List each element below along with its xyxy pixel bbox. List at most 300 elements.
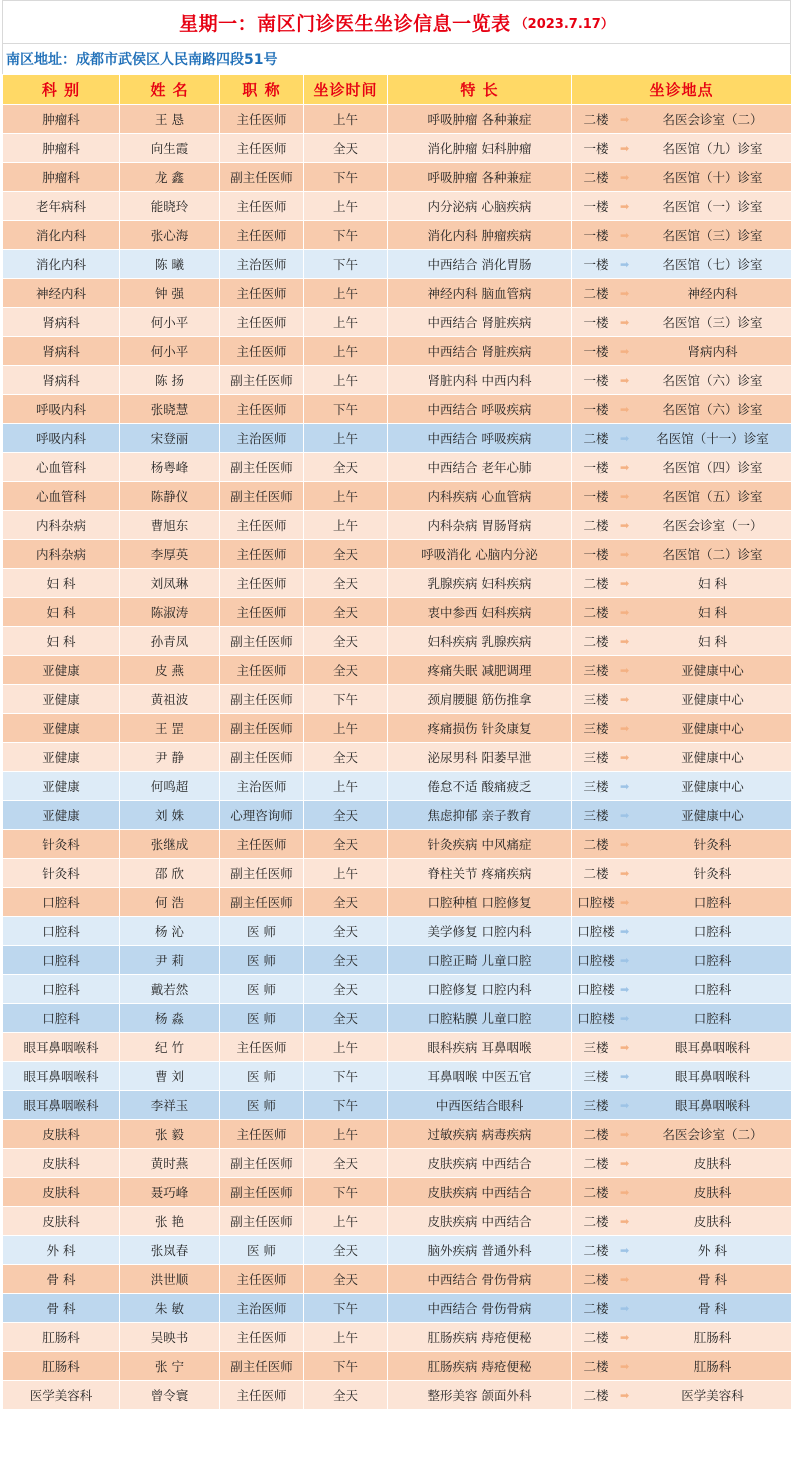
- location-wrapper: [572, 1294, 791, 1322]
- title-cell: 主任医师: [220, 1381, 304, 1410]
- address-line: 南区地址：成都市武侯区人民南路四段51号: [2, 44, 791, 74]
- name-cell: 何小平: [120, 337, 220, 366]
- floor-label: 二楼: [583, 1388, 609, 1403]
- room-label: 亚健康中心: [681, 750, 744, 765]
- time-cell: 下午: [304, 250, 388, 279]
- specialty-cell: 内科杂病 胃肠肾病: [388, 511, 572, 540]
- title-cell: 主任医师: [220, 1265, 304, 1294]
- room-label: 口腔科: [693, 953, 732, 968]
- location-cell: [572, 221, 792, 250]
- specialty-cell: 消化肿瘤 妇科肿瘤: [388, 134, 572, 163]
- dept-cell: 眼耳鼻咽喉科: [3, 1091, 120, 1120]
- dept-cell: 肾病科: [3, 308, 120, 337]
- location-wrapper: [572, 1004, 791, 1032]
- specialty-cell: 神经内科 脑血管病: [388, 279, 572, 308]
- specialty-cell: 脑外疾病 普通外科: [388, 1236, 572, 1265]
- location-wrapper: [572, 337, 791, 365]
- floor-label: 一楼: [583, 547, 609, 562]
- name-cell: 吴映书: [120, 1323, 220, 1352]
- name-cell: 龙 鑫: [120, 163, 220, 192]
- time-cell: 全天: [304, 540, 388, 569]
- name-cell: 王 罡: [120, 714, 220, 743]
- location-wrapper: [572, 105, 791, 133]
- specialty-cell: 美学修复 口腔内科: [388, 917, 572, 946]
- table-row: [3, 540, 792, 569]
- title-cell: 副主任医师: [220, 1149, 304, 1178]
- location-wrapper: [572, 946, 791, 974]
- title-cell: 主治医师: [220, 424, 304, 453]
- time-cell: 全天: [304, 598, 388, 627]
- dept-cell: 妇 科: [3, 569, 120, 598]
- name-cell: 聂巧峰: [120, 1178, 220, 1207]
- room-label: 外 科: [698, 1243, 727, 1258]
- dept-cell: 针灸科: [3, 830, 120, 859]
- time-cell: 上午: [304, 366, 388, 395]
- location-cell: [572, 511, 792, 540]
- name-cell: 曹旭东: [120, 511, 220, 540]
- name-cell: 张岚春: [120, 1236, 220, 1265]
- name-cell: 张心海: [120, 221, 220, 250]
- location-wrapper: [572, 1323, 791, 1351]
- header-location: 坐诊地点: [572, 75, 792, 105]
- time-cell: 全天: [304, 453, 388, 482]
- dept-cell: 亚健康: [3, 656, 120, 685]
- name-cell: 孙青凤: [120, 627, 220, 656]
- location-cell: [572, 1381, 792, 1410]
- dept-cell: 肛肠科: [3, 1323, 120, 1352]
- location-wrapper: [572, 395, 791, 423]
- arrow-right-icon: ➡: [620, 576, 630, 590]
- floor-label: 二楼: [583, 1272, 609, 1287]
- title-cell: 主任医师: [220, 308, 304, 337]
- arrow-right-icon: ➡: [620, 431, 630, 445]
- time-cell: 全天: [304, 1149, 388, 1178]
- arrow-right-icon: ➡: [620, 924, 630, 938]
- specialty-cell: 过敏疾病 病毒疾病: [388, 1120, 572, 1149]
- title-cell: 副主任医师: [220, 1178, 304, 1207]
- specialty-cell: 中西结合 消化胃肠: [388, 250, 572, 279]
- location-cell: [572, 830, 792, 859]
- location-cell: [572, 540, 792, 569]
- location-cell: [572, 1265, 792, 1294]
- room-label: 皮肤科: [693, 1214, 732, 1229]
- floor-label: 二楼: [583, 576, 609, 591]
- arrow-right-icon: ➡: [620, 663, 630, 677]
- table-row: [3, 482, 792, 511]
- specialty-cell: 口腔修复 口腔内科: [388, 975, 572, 1004]
- arrow-right-icon: ➡: [620, 895, 630, 909]
- room-label: 肾病内科: [687, 344, 738, 359]
- floor-label: 口腔楼: [577, 982, 615, 997]
- table-body: [3, 105, 792, 1410]
- specialty-cell: 肛肠疾病 痔疮便秘: [388, 1323, 572, 1352]
- title-cell: 副主任医师: [220, 743, 304, 772]
- name-cell: 曹 刘: [120, 1062, 220, 1091]
- location-wrapper: [572, 888, 791, 916]
- floor-label: 一楼: [583, 402, 609, 417]
- arrow-right-icon: ➡: [620, 112, 630, 126]
- room-label: 名医馆（一）诊室: [662, 199, 763, 214]
- table-row: [3, 366, 792, 395]
- time-cell: 上午: [304, 1207, 388, 1236]
- specialty-cell: 疼痛损伤 针灸康复: [388, 714, 572, 743]
- dept-cell: 外 科: [3, 1236, 120, 1265]
- room-label: 名医馆（九）诊室: [662, 141, 763, 156]
- dept-cell: 亚健康: [3, 685, 120, 714]
- header-title: 职 称: [220, 75, 304, 105]
- location-cell: [572, 1207, 792, 1236]
- dept-cell: 皮肤科: [3, 1149, 120, 1178]
- table-row: [3, 1178, 792, 1207]
- arrow-right-icon: ➡: [620, 1388, 630, 1402]
- location-wrapper: [572, 511, 791, 539]
- location-cell: [572, 1062, 792, 1091]
- table-row: [3, 337, 792, 366]
- title-cell: 主任医师: [220, 569, 304, 598]
- dept-cell: 口腔科: [3, 975, 120, 1004]
- location-wrapper: [572, 1207, 791, 1235]
- room-label: 名医馆（五）诊室: [662, 489, 763, 504]
- location-wrapper: [572, 250, 791, 278]
- dept-cell: 亚健康: [3, 801, 120, 830]
- specialty-cell: 颈肩腰腿 筋伤推拿: [388, 685, 572, 714]
- floor-label: 二楼: [583, 286, 609, 301]
- name-cell: 李祥玉: [120, 1091, 220, 1120]
- table-row: [3, 192, 792, 221]
- time-cell: 全天: [304, 656, 388, 685]
- page-date: （2023.7.17）: [514, 16, 614, 32]
- arrow-right-icon: ➡: [620, 460, 630, 474]
- table-row: [3, 569, 792, 598]
- location-cell: [572, 598, 792, 627]
- arrow-right-icon: ➡: [620, 141, 630, 155]
- time-cell: 全天: [304, 569, 388, 598]
- room-label: 亚健康中心: [681, 721, 744, 736]
- location-wrapper: [572, 627, 791, 655]
- location-wrapper: [572, 424, 791, 452]
- floor-label: 二楼: [583, 112, 609, 127]
- title-cell: 医 师: [220, 917, 304, 946]
- room-label: 眼耳鼻咽喉科: [674, 1069, 750, 1084]
- specialty-cell: 倦怠不适 酸痛疲乏: [388, 772, 572, 801]
- arrow-right-icon: ➡: [620, 1359, 630, 1373]
- name-cell: 李厚英: [120, 540, 220, 569]
- title-cell: 主任医师: [220, 830, 304, 859]
- title-bar: [2, 0, 791, 44]
- dept-cell: 肾病科: [3, 337, 120, 366]
- arrow-right-icon: ➡: [620, 837, 630, 851]
- arrow-right-icon: ➡: [620, 1214, 630, 1228]
- dept-cell: 神经内科: [3, 279, 120, 308]
- table-row: [3, 830, 792, 859]
- floor-label: 二楼: [583, 170, 609, 185]
- time-cell: 上午: [304, 105, 388, 134]
- floor-label: 一楼: [583, 373, 609, 388]
- time-cell: 全天: [304, 1236, 388, 1265]
- arrow-right-icon: ➡: [620, 721, 630, 735]
- time-cell: 下午: [304, 221, 388, 250]
- location-cell: [572, 105, 792, 134]
- floor-label: 三楼: [583, 1069, 609, 1084]
- dept-cell: 亚健康: [3, 714, 120, 743]
- name-cell: 何小平: [120, 308, 220, 337]
- time-cell: 下午: [304, 1178, 388, 1207]
- name-cell: 宋登丽: [120, 424, 220, 453]
- location-cell: [572, 656, 792, 685]
- dept-cell: 眼耳鼻咽喉科: [3, 1033, 120, 1062]
- dept-cell: 皮肤科: [3, 1120, 120, 1149]
- room-label: 眼耳鼻咽喉科: [674, 1098, 750, 1113]
- specialty-cell: 中西结合 肾脏疾病: [388, 337, 572, 366]
- room-label: 眼耳鼻咽喉科: [674, 1040, 750, 1055]
- title-cell: 主任医师: [220, 598, 304, 627]
- location-cell: [572, 946, 792, 975]
- table-row: [3, 1004, 792, 1033]
- title-cell: 副主任医师: [220, 163, 304, 192]
- location-cell: [572, 917, 792, 946]
- name-cell: 邵 欣: [120, 859, 220, 888]
- arrow-right-icon: ➡: [620, 1069, 630, 1083]
- specialty-cell: 口腔粘膜 儿童口腔: [388, 1004, 572, 1033]
- title-cell: 医 师: [220, 1091, 304, 1120]
- floor-label: 三楼: [583, 779, 609, 794]
- table-row: [3, 714, 792, 743]
- dept-cell: 口腔科: [3, 917, 120, 946]
- floor-label: 二楼: [583, 1330, 609, 1345]
- name-cell: 戴若然: [120, 975, 220, 1004]
- location-wrapper: [572, 1033, 791, 1061]
- location-wrapper: [572, 1178, 791, 1206]
- location-wrapper: [572, 859, 791, 887]
- table-row: [3, 163, 792, 192]
- title-cell: 副主任医师: [220, 1207, 304, 1236]
- specialty-cell: 皮肤疾病 中西结合: [388, 1207, 572, 1236]
- name-cell: 陈淑涛: [120, 598, 220, 627]
- time-cell: 全天: [304, 975, 388, 1004]
- dept-cell: 皮肤科: [3, 1178, 120, 1207]
- location-cell: [572, 1236, 792, 1265]
- floor-label: 一楼: [583, 460, 609, 475]
- table-row: [3, 888, 792, 917]
- specialty-cell: 泌尿男科 阳萎早泄: [388, 743, 572, 772]
- title-cell: 副主任医师: [220, 482, 304, 511]
- dept-cell: 肛肠科: [3, 1352, 120, 1381]
- name-cell: 钟 强: [120, 279, 220, 308]
- title-cell: 主任医师: [220, 134, 304, 163]
- title-cell: 主任医师: [220, 1120, 304, 1149]
- room-label: 名医馆（三）诊室: [662, 315, 763, 330]
- table-row: [3, 453, 792, 482]
- location-wrapper: [572, 714, 791, 742]
- time-cell: 上午: [304, 859, 388, 888]
- arrow-right-icon: ➡: [620, 1301, 630, 1315]
- dept-cell: 肿瘤科: [3, 163, 120, 192]
- name-cell: 尹 静: [120, 743, 220, 772]
- room-label: 皮肤科: [693, 1156, 732, 1171]
- title-cell: 医 师: [220, 1236, 304, 1265]
- location-cell: [572, 685, 792, 714]
- name-cell: 朱 敏: [120, 1294, 220, 1323]
- location-cell: [572, 424, 792, 453]
- location-cell: [572, 975, 792, 1004]
- table-row: [3, 772, 792, 801]
- arrow-right-icon: ➡: [620, 866, 630, 880]
- dept-cell: 口腔科: [3, 1004, 120, 1033]
- location-cell: [572, 192, 792, 221]
- time-cell: 全天: [304, 801, 388, 830]
- location-cell: [572, 1120, 792, 1149]
- time-cell: 上午: [304, 337, 388, 366]
- specialty-cell: 皮肤疾病 中西结合: [388, 1149, 572, 1178]
- location-cell: [572, 1149, 792, 1178]
- specialty-cell: 内科疾病 心血管病: [388, 482, 572, 511]
- title-cell: 主任医师: [220, 337, 304, 366]
- arrow-right-icon: ➡: [620, 402, 630, 416]
- specialty-cell: 耳鼻咽喉 中医五官: [388, 1062, 572, 1091]
- arrow-right-icon: ➡: [620, 750, 630, 764]
- floor-label: 二楼: [583, 518, 609, 533]
- title-cell: 主任医师: [220, 279, 304, 308]
- table-row: [3, 221, 792, 250]
- name-cell: 杨 沁: [120, 917, 220, 946]
- name-cell: 能晓玲: [120, 192, 220, 221]
- title-cell: 主任医师: [220, 656, 304, 685]
- floor-label: 口腔楼: [577, 1011, 615, 1026]
- room-label: 亚健康中心: [681, 808, 744, 823]
- specialty-cell: 呼吸肿瘤 各种兼症: [388, 105, 572, 134]
- time-cell: 全天: [304, 1004, 388, 1033]
- arrow-right-icon: ➡: [620, 1243, 630, 1257]
- dept-cell: 消化内科: [3, 250, 120, 279]
- specialty-cell: 乳腺疾病 妇科疾病: [388, 569, 572, 598]
- specialty-cell: 呼吸消化 心脑内分泌: [388, 540, 572, 569]
- time-cell: 全天: [304, 917, 388, 946]
- location-wrapper: [572, 1352, 791, 1380]
- time-cell: 全天: [304, 743, 388, 772]
- title-cell: 副主任医师: [220, 627, 304, 656]
- title-cell: 医 师: [220, 975, 304, 1004]
- time-cell: 全天: [304, 134, 388, 163]
- specialty-cell: 呼吸肿瘤 各种兼症: [388, 163, 572, 192]
- table-row: [3, 511, 792, 540]
- title-cell: 副主任医师: [220, 685, 304, 714]
- floor-label: 一楼: [583, 228, 609, 243]
- specialty-cell: 皮肤疾病 中西结合: [388, 1178, 572, 1207]
- header-time: 坐诊时间: [304, 75, 388, 105]
- floor-label: 一楼: [583, 141, 609, 156]
- location-cell: [572, 743, 792, 772]
- name-cell: 陈静仪: [120, 482, 220, 511]
- time-cell: 全天: [304, 946, 388, 975]
- location-cell: [572, 1294, 792, 1323]
- time-cell: 上午: [304, 192, 388, 221]
- table-row: [3, 1033, 792, 1062]
- location-cell: [572, 801, 792, 830]
- name-cell: 张晓慧: [120, 395, 220, 424]
- arrow-right-icon: ➡: [620, 257, 630, 271]
- location-wrapper: [572, 308, 791, 336]
- title-cell: 主治医师: [220, 250, 304, 279]
- arrow-right-icon: ➡: [620, 228, 630, 242]
- page-title: 星期一：南区门诊医生坐诊信息一览表: [179, 12, 511, 35]
- title-cell: 主任医师: [220, 540, 304, 569]
- time-cell: 上午: [304, 714, 388, 743]
- title-cell: 主治医师: [220, 772, 304, 801]
- name-cell: 张 毅: [120, 1120, 220, 1149]
- table-row: [3, 279, 792, 308]
- arrow-right-icon: ➡: [620, 344, 630, 358]
- arrow-right-icon: ➡: [620, 1185, 630, 1199]
- floor-label: 二楼: [583, 1359, 609, 1374]
- location-cell: [572, 627, 792, 656]
- floor-label: 二楼: [583, 605, 609, 620]
- dept-cell: 心血管科: [3, 482, 120, 511]
- arrow-right-icon: ➡: [620, 1011, 630, 1025]
- name-cell: 黄时燕: [120, 1149, 220, 1178]
- header-name: 姓 名: [120, 75, 220, 105]
- specialty-cell: 中西结合 肾脏疾病: [388, 308, 572, 337]
- specialty-cell: 焦虑抑郁 亲子教育: [388, 801, 572, 830]
- table-row: [3, 1062, 792, 1091]
- table-row: [3, 1207, 792, 1236]
- title-cell: 主任医师: [220, 1323, 304, 1352]
- floor-label: 二楼: [583, 1156, 609, 1171]
- room-label: 名医会诊室（二）: [662, 112, 763, 127]
- title-cell: 主任医师: [220, 221, 304, 250]
- arrow-right-icon: ➡: [620, 634, 630, 648]
- time-cell: 下午: [304, 1091, 388, 1120]
- specialty-cell: 口腔种植 口腔修复: [388, 888, 572, 917]
- arrow-right-icon: ➡: [620, 170, 630, 184]
- arrow-right-icon: ➡: [620, 518, 630, 532]
- name-cell: 陈 扬: [120, 366, 220, 395]
- table-row: [3, 250, 792, 279]
- table-header-row: [3, 75, 792, 105]
- room-label: 肛肠科: [693, 1330, 732, 1345]
- arrow-right-icon: ➡: [620, 692, 630, 706]
- room-label: 名医馆（十）诊室: [662, 170, 763, 185]
- location-cell: [572, 163, 792, 192]
- dept-cell: 呼吸内科: [3, 395, 120, 424]
- time-cell: 全天: [304, 627, 388, 656]
- title-cell: 主任医师: [220, 192, 304, 221]
- time-cell: 上午: [304, 424, 388, 453]
- floor-label: 三楼: [583, 1040, 609, 1055]
- specialty-cell: 中西结合 老年心肺: [388, 453, 572, 482]
- arrow-right-icon: ➡: [620, 1098, 630, 1112]
- location-cell: [572, 1091, 792, 1120]
- dept-cell: 亚健康: [3, 772, 120, 801]
- dept-cell: 针灸科: [3, 859, 120, 888]
- title-cell: 副主任医师: [220, 1352, 304, 1381]
- table-row: [3, 1265, 792, 1294]
- room-label: 口腔科: [693, 895, 732, 910]
- floor-label: 二楼: [583, 866, 609, 881]
- time-cell: 上午: [304, 1120, 388, 1149]
- location-cell: [572, 395, 792, 424]
- arrow-right-icon: ➡: [620, 808, 630, 822]
- time-cell: 下午: [304, 395, 388, 424]
- title-cell: 副主任医师: [220, 453, 304, 482]
- specialty-cell: 衷中参西 妇科疾病: [388, 598, 572, 627]
- location-cell: [572, 1004, 792, 1033]
- room-label: 名医馆（七）诊室: [662, 257, 763, 272]
- specialty-cell: 肛肠疾病 痔疮便秘: [388, 1352, 572, 1381]
- name-cell: 王 恳: [120, 105, 220, 134]
- room-label: 亚健康中心: [681, 779, 744, 794]
- name-cell: 陈 曦: [120, 250, 220, 279]
- title-cell: 主任医师: [220, 1033, 304, 1062]
